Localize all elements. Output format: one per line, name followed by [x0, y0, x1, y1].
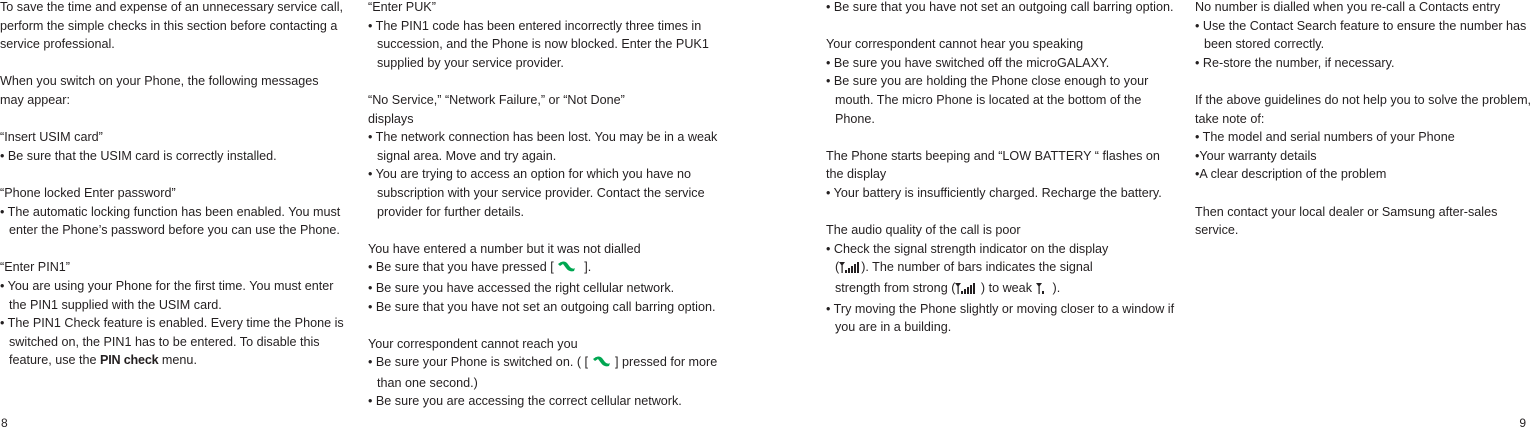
bullet-text: menu.: [158, 353, 197, 368]
section-subtitle: displays: [368, 111, 414, 126]
column-4: [1195, 0, 1533, 258]
messages-intro-text: When you switch on your Phone, the following messages may appear:: [0, 74, 319, 107]
bullet-continuation: [826, 279, 1176, 300]
messages-intro: [0, 72, 345, 109]
bullet-item: • Your battery is insufficiently charged. Recharge the battery.: [826, 185, 1162, 200]
section-guidelines: [1195, 91, 1533, 184]
page-number-right: 9: [1519, 416, 1526, 430]
bullet-item: • Be sure that you have not set an outgoing call barring option.: [368, 299, 716, 314]
bullet-item: • Be sure that you have not set an outgoing call barring option.: [826, 0, 1174, 14]
bullet-item: • The PIN1 code has been entered incorrectly three times in succession, and the Phone is now blocked. Enter the PUK1 supplied by your service provider.: [368, 18, 709, 70]
section-title: Your correspondent cannot hear you speaking: [826, 37, 1084, 52]
section-enter-puk: [368, 0, 718, 72]
section-title: No number is dialled when you re-call a Contacts entry: [1195, 0, 1501, 14]
signal-weak-icon: [1036, 281, 1046, 300]
bullet-item: • You are using your Phone for the first time. You must enter the PIN1 supplied with the USIM card.: [0, 278, 334, 312]
bullet-text: ] pressed for more than one second.): [377, 355, 718, 390]
guidelines-intro: If the above guidelines do not help you to solve the problem, take note of:: [1195, 92, 1532, 126]
section-title: Your correspondent cannot reach you: [368, 336, 578, 351]
section-title: “Phone locked Enter password”: [0, 185, 176, 200]
section-cannot-reach: [368, 335, 718, 411]
bullet-continuation: [826, 258, 1176, 279]
phone-handset-icon: [557, 259, 577, 279]
bullet-item: • The model and serial numbers of your Phone: [1195, 130, 1455, 145]
bullet-item: [368, 353, 718, 392]
bullet-item: • Be sure you are holding the Phone close enough to your mouth. The micro Phone is located at the bottom of the Phone.: [826, 74, 1149, 126]
intro-paragraph: [0, 0, 345, 54]
bullet-item: • The automatic locking function has been enabled. You must enter the Phone’s password before you can use the Phone.: [0, 204, 341, 238]
bullet-item: • Be sure that the USIM card is correctly installed.: [0, 148, 277, 163]
signal-strong-icon: [955, 281, 977, 300]
section-title: “Enter PUK”: [368, 0, 436, 14]
section-audio-quality: [826, 221, 1176, 337]
intro-text: To save the time and expense of an unnecessary service call, perform the simple checks in this section before contacting a service professional.: [0, 0, 344, 52]
section-title: “No Service,” “Network Failure,” or “Not Done”: [368, 92, 625, 107]
section-contacts-entry: [1195, 0, 1533, 72]
pin-check-menu-name: PIN check: [100, 353, 159, 368]
column-1: [0, 0, 345, 388]
bullet-item: • You are trying to access an option for which you have no subscription with your service provider. Contact the service provider for further details.: [368, 167, 705, 219]
bullet-text: ).: [1049, 280, 1061, 295]
bullet-item: • Be sure you have switched off the microGALAXY.: [826, 55, 1110, 70]
section-title: The Phone starts beeping and “LOW BATTERY “ flashes on the display: [826, 148, 1160, 182]
section-contact-dealer: [1195, 203, 1533, 240]
bullet-text: (: [835, 260, 840, 275]
bullet-text: ). The number of bars indicates the signal: [861, 260, 1093, 275]
section-title: The audio quality of the call is poor: [826, 223, 1021, 238]
section-title: You have entered a number but it was not dialled: [368, 241, 641, 256]
section-title: “Enter PIN1”: [0, 260, 70, 275]
bullet-item: • The network connection has been lost. You may be in a weak signal area. Move and try again.: [368, 130, 718, 163]
phone-handset-icon: [592, 354, 612, 374]
bullet-text: strength from strong (: [835, 280, 956, 295]
section-no-service: [368, 91, 718, 221]
section-not-dialled: [368, 240, 718, 316]
section-insert-usim: [0, 128, 345, 165]
bullet-item: • Check the signal strength indicator on the display: [826, 241, 1109, 256]
bullet-item: [368, 258, 718, 279]
page-number-left: 8: [1, 416, 8, 430]
bullet-item: • Be sure you have accessed the right cellular network.: [368, 280, 675, 295]
bullet-text: ].: [584, 260, 592, 275]
bullet-item: •Your warranty details: [1195, 148, 1317, 163]
bullet-item: • Be sure you are accessing the correct cellular network.: [368, 394, 682, 409]
section-title: “Insert USIM card”: [0, 130, 103, 145]
bullet-text: ) to weak: [980, 280, 1032, 295]
column-2: [368, 0, 718, 430]
section-low-battery: [826, 147, 1176, 203]
bullet-item: • Try moving the Phone slightly or moving closer to a window if you are in a building.: [826, 301, 1175, 335]
bullet-item: [0, 314, 345, 370]
section-barring-continued: [826, 0, 1176, 17]
bullet-item: • Re-store the number, if necessary.: [1195, 55, 1395, 70]
section-phone-locked: [0, 184, 345, 240]
signal-strong-icon: [839, 260, 861, 279]
bullet-text: • Be sure your Phone is switched on. ( [: [368, 355, 589, 370]
bullet-item: • Use the Contact Search feature to ensure the number has been stored correctly.: [1195, 18, 1527, 52]
bullet-item: •A clear description of the problem: [1195, 167, 1387, 182]
section-cannot-hear: [826, 35, 1176, 128]
section-enter-pin1: [0, 258, 345, 370]
column-3: [826, 0, 1176, 355]
contact-dealer-text: Then contact your local dealer or Samsung after-sales service.: [1195, 204, 1498, 238]
bullet-text: • Be sure that you have pressed [: [368, 260, 554, 275]
bullet-text: • The PIN1 Check feature is enabled. Every time the Phone is switched on, the PIN1 has to be entered. To disable this feature, use the: [0, 316, 344, 368]
